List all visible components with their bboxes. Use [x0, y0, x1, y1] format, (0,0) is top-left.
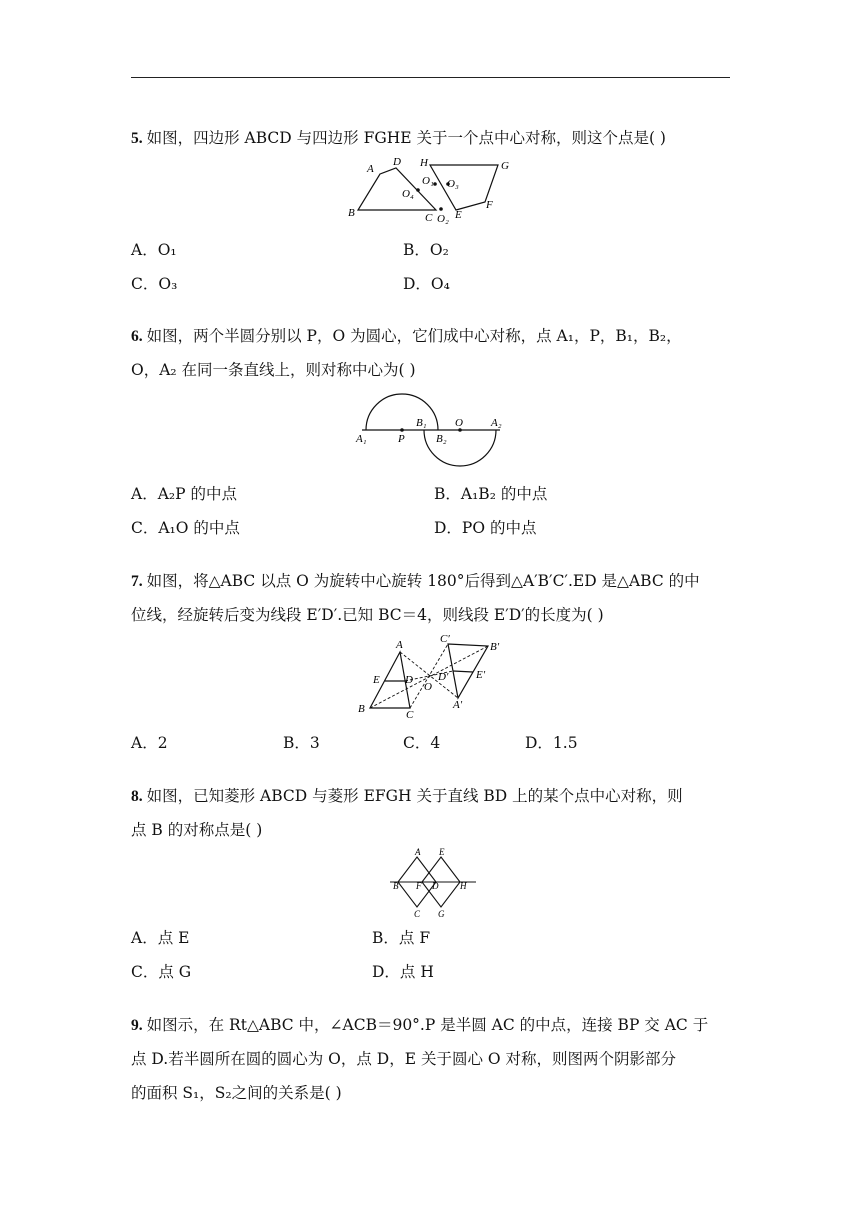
label-a: A	[396, 639, 403, 651]
label-b2: B₂	[436, 433, 447, 445]
question-7-line-1: 7. 如图，将△ABC 以点 O 为旋转中心旋转 180°后得到△A′B′C′.ED 是△ABC 的中	[131, 572, 700, 590]
label-o1: O₁	[422, 175, 434, 187]
question-7-number: 7.	[131, 573, 143, 590]
label-p: P	[398, 433, 405, 445]
label-b1: B₁	[416, 417, 427, 429]
label-c: C	[425, 212, 433, 224]
label-f: F	[416, 881, 422, 891]
label-a: A	[367, 163, 374, 175]
label-f: F	[486, 199, 493, 211]
question-6-figure	[350, 384, 520, 468]
header-rule	[131, 77, 730, 78]
question-9-line-2: 点 D.若半圆所在圆的圆心为 O，点 D，E 关于圆心 O 对称，则图两个阴影部分	[131, 1050, 677, 1068]
question-6-line-1: 6. 如图，两个半圆分别以 P，O 为圆心，它们成中心对称，点 A₁，P，B₁，B₂，	[131, 327, 682, 345]
question-5-option-a[interactable]: A．O₁	[131, 241, 177, 259]
label-g: G	[438, 909, 445, 918]
label-a1: A₁	[356, 433, 367, 445]
question-5-option-c[interactable]: C．O₃	[131, 275, 178, 293]
question-5-option-d[interactable]: D．O₄	[403, 275, 450, 293]
label-e: E	[455, 209, 462, 221]
label-o4: O₄	[402, 188, 414, 200]
lower-semicircle	[424, 430, 496, 466]
label-h: H	[460, 881, 467, 891]
label-b-prime: B′	[490, 641, 500, 653]
question-7-line-2: 位线，经旋转后变为线段 E′D′.已知 BC＝4，则线段 E′D′的长度为( )	[131, 606, 604, 624]
label-c: C	[414, 909, 421, 918]
label-c: C	[406, 709, 414, 721]
question-7-figure	[352, 632, 518, 722]
label-a: A	[415, 847, 421, 857]
question-8-line-2: 点 B 的对称点是( )	[131, 821, 263, 839]
upper-semicircle	[366, 394, 438, 430]
label-o: O	[455, 417, 463, 429]
label-d: D	[393, 156, 401, 168]
label-a2: A₂	[491, 417, 502, 429]
label-d-prime: D′	[438, 671, 449, 683]
label-e-prime: E′	[476, 669, 486, 681]
label-b: B	[358, 703, 365, 715]
question-9-number: 9.	[131, 1017, 143, 1034]
question-5-line-1: 5. 如图，四边形 ABCD 与四边形 FGHE 关于一个点中心对称，则这个点是( )	[131, 129, 666, 147]
label-b: B	[393, 881, 399, 891]
question-7-option-c[interactable]: C．4	[403, 734, 441, 752]
label-e: E	[439, 847, 445, 857]
label-a-prime: A′	[453, 699, 463, 711]
question-8-option-d[interactable]: D．点 H	[372, 963, 434, 981]
question-8-number: 8.	[131, 788, 143, 805]
question-6-option-d[interactable]: D．PO 的中点	[434, 519, 537, 537]
question-8-figure	[386, 844, 480, 918]
question-6-option-b[interactable]: B．A₁B₂ 的中点	[434, 485, 548, 503]
label-c-prime: C′	[440, 633, 450, 645]
point-p	[400, 428, 404, 432]
question-9-line-1: 9. 如图示，在 Rt△ABC 中，∠ACB＝90°.P 是半圆 AC 的中点，连接 BP 交 AC 于	[131, 1016, 709, 1034]
midline-e-prime-d-prime	[453, 671, 473, 672]
question-8-option-a[interactable]: A．点 E	[131, 929, 190, 947]
label-b: B	[348, 207, 355, 219]
point-o4	[416, 188, 420, 192]
question-5-number: 5.	[131, 130, 143, 147]
question-9-line-3: 的面积 S₁，S₂之间的关系是( )	[131, 1084, 342, 1102]
label-d: D	[432, 881, 439, 891]
question-7-option-a[interactable]: A．2	[131, 734, 168, 752]
question-8-line-1: 8. 如图，已知菱形 ABCD 与菱形 EFGH 关于直线 BD 上的某个点中心对称，则	[131, 787, 683, 805]
question-5-option-b[interactable]: B．O₂	[403, 241, 449, 259]
question-6-option-a[interactable]: A．A₂P 的中点	[131, 485, 237, 503]
label-o: O	[424, 681, 432, 693]
question-7-option-b[interactable]: B．3	[283, 734, 320, 752]
question-6-line-2: O，A₂ 在同一条直线上，则对称中心为( )	[131, 361, 416, 379]
label-e: E	[373, 674, 380, 686]
label-d: D	[405, 674, 413, 686]
question-5-figure	[340, 152, 520, 230]
label-o2: O₂	[437, 213, 449, 225]
question-6-number: 6.	[131, 328, 143, 345]
label-h: H	[420, 157, 428, 169]
question-8-option-c[interactable]: C．点 G	[131, 963, 192, 981]
question-6-option-c[interactable]: C．A₁O 的中点	[131, 519, 240, 537]
label-g: G	[501, 160, 509, 172]
point-o2	[439, 207, 443, 211]
label-o3: O₃	[447, 178, 459, 190]
question-7-option-d[interactable]: D．1.5	[525, 734, 578, 752]
question-8-option-b[interactable]: B．点 F	[372, 929, 431, 947]
